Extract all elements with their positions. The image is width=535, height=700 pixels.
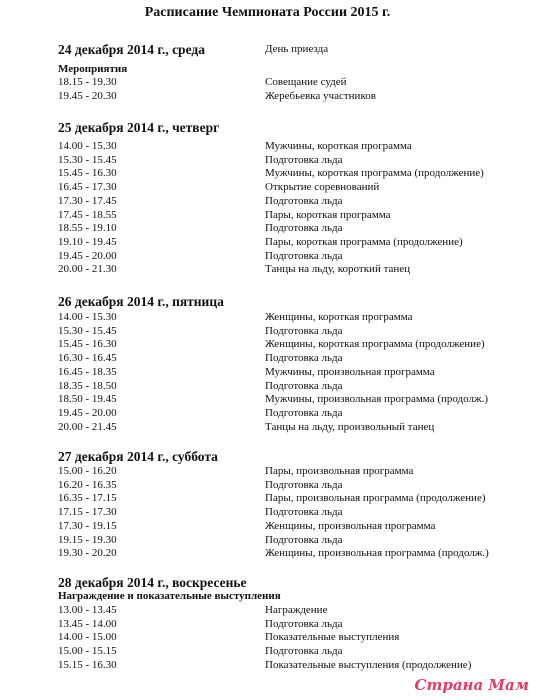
day-note: День приезда	[265, 43, 329, 55]
event-name: Показательные выступления (продолжение)	[265, 658, 472, 671]
event-name: Подготовка льда	[265, 153, 343, 166]
time-range: 17.30 - 19.15	[58, 519, 117, 532]
schedule-row	[0, 520, 535, 534]
event-name: Подготовка льда	[265, 533, 343, 546]
event-name: Показательные выступления	[265, 631, 400, 644]
event-name: Пары, короткая программа (продолжение)	[265, 235, 463, 248]
schedule-row	[0, 492, 535, 506]
event-name: Подготовка льда	[265, 352, 343, 365]
time-range: 15.15 - 16.30	[58, 658, 117, 671]
schedule-row	[0, 222, 535, 236]
time-range: 14.00 - 15.30	[58, 140, 117, 152]
time-range: 14.00 - 15.30	[58, 311, 117, 323]
event-name: Пары, произвольная программа	[265, 465, 414, 477]
schedule-row	[0, 604, 535, 618]
event-name: Подготовка льда	[265, 194, 343, 207]
schedule-row	[0, 250, 535, 264]
schedule-row	[0, 465, 535, 479]
time-range: 15.00 - 15.15	[58, 645, 117, 658]
event-name: Открытие соревнований	[265, 181, 380, 194]
schedule-row	[0, 366, 535, 380]
event-name: Подготовка льда	[265, 478, 343, 491]
time-range: 14.00 - 15.00	[58, 631, 117, 644]
schedule-row	[0, 547, 535, 561]
event-name: Танцы на льду, произвольный танец	[265, 420, 435, 433]
event-name: Женщины, короткая программа	[265, 311, 413, 323]
time-range: 15.30 - 15.45	[58, 153, 117, 166]
schedule-row	[0, 263, 535, 277]
time-range: 17.30 - 17.45	[58, 194, 117, 207]
schedule-row	[0, 479, 535, 493]
schedule-row	[0, 195, 535, 209]
event-name: Подготовка льда	[265, 379, 343, 392]
time-range: 15.45 - 16.30	[58, 167, 117, 180]
event-name: Подготовка льда	[265, 617, 343, 630]
event-name: Танцы на льду, короткий танец	[265, 263, 411, 276]
schedule-row	[0, 506, 535, 520]
time-range: 15.45 - 16.30	[58, 338, 117, 351]
schedule-row	[0, 631, 535, 645]
time-range: 19.45 - 20.00	[58, 249, 117, 262]
time-range: 13.45 - 14.00	[58, 617, 117, 630]
day-header: 25 декабря 2014 г., четверг	[58, 120, 220, 135]
time-range: 16.35 - 17.15	[58, 492, 117, 505]
event-name: Подготовка льда	[265, 406, 343, 419]
time-range: 19.45 - 20.30	[58, 89, 117, 102]
time-range: 20.00 - 21.30	[58, 263, 117, 276]
event-name: Мужчины, произвольная программа	[265, 365, 435, 378]
time-range: 17.45 - 18.55	[58, 208, 117, 221]
time-range: 18.15 - 19.30	[58, 76, 117, 88]
event-name: Подготовка льда	[265, 222, 343, 235]
event-name: Жеребьевка участников	[265, 89, 376, 102]
schedule-row	[0, 534, 535, 548]
section-subheading: Мероприятия	[58, 63, 128, 75]
day-header: 26 декабря 2014 г., пятница	[58, 294, 224, 309]
schedule-row	[0, 154, 535, 168]
event-name: Пары, короткая программа	[265, 208, 391, 221]
time-range: 17.15 - 17.30	[58, 506, 117, 519]
time-range: 19.10 - 19.45	[58, 235, 117, 248]
event-name: Женщины, произвольная программа	[265, 519, 436, 532]
section-subheading: Награждение и показательные выступления	[58, 590, 281, 602]
time-range: 20.00 - 21.45	[58, 420, 117, 433]
time-range: 16.20 - 16.35	[58, 478, 117, 491]
schedule-row	[0, 659, 535, 673]
schedule-row	[0, 90, 535, 104]
watermark-logo: Страна Мам	[414, 676, 529, 694]
schedule-row	[0, 393, 535, 407]
event-name: Мужчины, короткая программа	[265, 140, 412, 152]
event-name: Подготовка льда	[265, 506, 343, 519]
schedule-row	[0, 407, 535, 421]
event-name: Женщины, произвольная программа (продолж.)	[265, 547, 489, 560]
schedule-row	[0, 421, 535, 435]
schedule-row	[0, 645, 535, 659]
schedule-row	[0, 167, 535, 181]
schedule-row	[0, 209, 535, 223]
time-range: 19.30 - 20.20	[58, 547, 117, 560]
event-name: Подготовка льда	[265, 324, 343, 337]
time-range: 19.45 - 20.00	[58, 406, 117, 419]
schedule-row	[0, 311, 535, 325]
event-name: Мужчины, произвольная программа (продолж.)	[265, 393, 489, 406]
time-range: 13.00 - 13.45	[58, 604, 117, 616]
schedule-row	[0, 618, 535, 632]
time-range: 19.15 - 19.30	[58, 533, 117, 546]
event-name: Мужчины, короткая программа (продолжение)	[265, 167, 484, 180]
schedule-row	[0, 76, 535, 90]
schedule-row	[0, 338, 535, 352]
time-range: 16.45 - 17.30	[58, 181, 117, 194]
time-range: 18.55 - 19.10	[58, 222, 117, 235]
day-header: 27 декабря 2014 г., суббота	[58, 449, 218, 464]
time-range: 16.45 - 18.35	[58, 365, 117, 378]
event-name: Совещание судей	[265, 76, 347, 88]
time-range: 15.00 - 16.20	[58, 465, 117, 477]
event-name: Пары, произвольная программа (продолжение)	[265, 492, 486, 505]
time-range: 18.35 - 18.50	[58, 379, 117, 392]
schedule-row	[0, 181, 535, 195]
schedule-row	[0, 140, 535, 154]
schedule-row	[0, 236, 535, 250]
day-header: 24 декабря 2014 г., среда	[58, 42, 205, 57]
page-title: Расписание Чемпионата России 2015 г.	[144, 5, 391, 20]
schedule-row	[0, 325, 535, 339]
time-range: 18.50 - 19.45	[58, 393, 117, 406]
event-name: Награждение	[265, 604, 328, 616]
schedule-row	[0, 352, 535, 366]
event-name: Женщины, короткая программа (продолжение)	[265, 338, 485, 351]
time-range: 16.30 - 16.45	[58, 352, 117, 365]
day-header: 28 декабря 2014 г., воскресенье	[58, 575, 247, 590]
event-name: Подготовка льда	[265, 249, 343, 262]
schedule-row	[0, 380, 535, 394]
event-name: Подготовка льда	[265, 645, 343, 658]
time-range: 15.30 - 15.45	[58, 324, 117, 337]
